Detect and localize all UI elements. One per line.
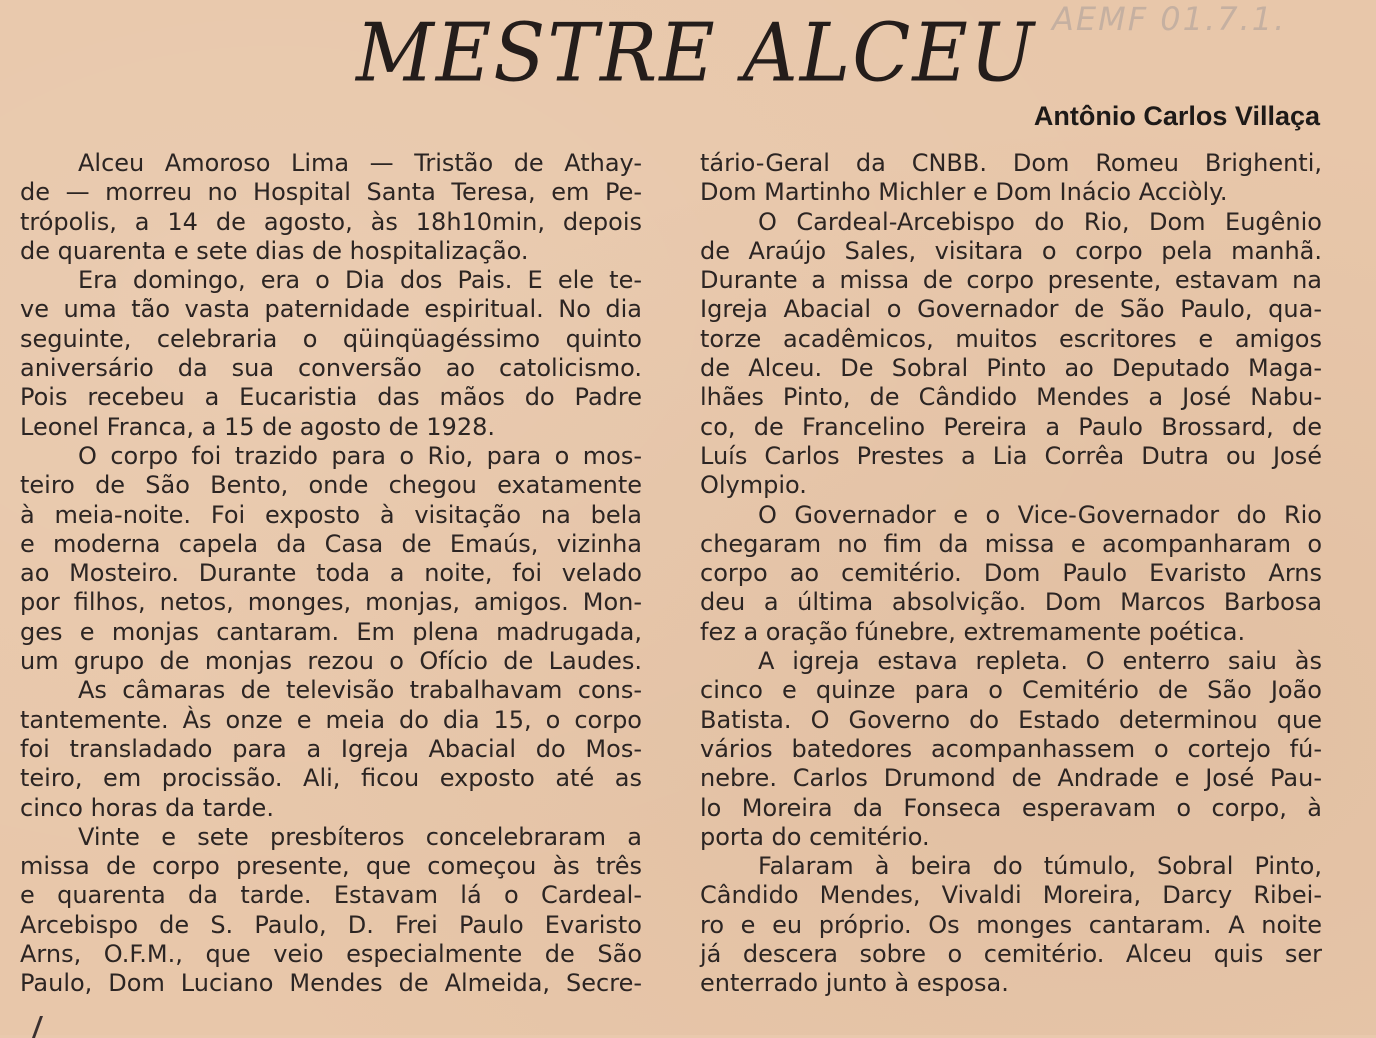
handwritten-archive-note: AEMF 01.7.1. — [1052, 0, 1287, 38]
article-text-line: Arcebispo de S. Paulo, D. Frei Paulo Evaristo — [20, 910, 642, 939]
article-column-right — [700, 149, 1322, 999]
article-text-line: torze acadêmicos, muitos escritores e amigos — [700, 324, 1322, 353]
article-text-line: teiro, em procissão. Ali, ficou exposto até as — [20, 764, 642, 793]
article-text-line: tário-Geral da CNBB. Dom Romeu Brighenti, — [700, 149, 1322, 177]
article-title: MESTRE ALCEU — [356, 5, 1036, 100]
article-text-line: seguinte, celebraria o qüinqüagéssimo quinto — [20, 324, 642, 353]
article-text-line: co, de Francelino Pereira a Paulo Brossard, de — [700, 412, 1322, 441]
article-text-line: Dom Martinho Michler e Dom Inácio Acciòly. — [700, 178, 1228, 207]
article-text-line: Era domingo, era o Dia dos Pais. E ele te- — [78, 266, 642, 295]
article-text-line: nebre. Carlos Drumond de Andrade e José Pau- — [700, 764, 1322, 793]
article-text-line: cinco e quinze para o Cemitério de São João — [700, 676, 1322, 705]
article-text-line: já descera sobre o cemitério. Alceu quis ser — [700, 940, 1322, 969]
article-text-line: fez a oração fúnebre, extremamente poética. — [700, 617, 1246, 646]
article-text-line: lo Moreira da Fonseca esperavam o corpo, à — [700, 793, 1322, 822]
article-text-line: Paulo, Dom Luciano Mendes de Almeida, Secre- — [20, 969, 642, 998]
article-text-line: Cândido Mendes, Vivaldi Moreira, Darcy Ribei- — [700, 881, 1322, 910]
article-column-left — [20, 149, 642, 999]
article-text-line: Pois recebeu a Eucaristia das mãos do Padre — [20, 383, 642, 412]
article-text-line: de Alceu. De Sobral Pinto ao Deputado Maga- — [700, 354, 1322, 383]
article-text-line: à meia-noite. Foi exposto à visitação na bela — [20, 500, 642, 529]
article-text-line: A igreja estava repleta. O enterro saiu às — [758, 647, 1322, 676]
article-text-line: Durante a missa de corpo presente, estavam na — [700, 266, 1322, 295]
article-text-line: ao Mosteiro. Durante toda a noite, foi velado — [20, 559, 642, 588]
article-text-line: O Governador e o Vice-Governador do Rio — [758, 500, 1322, 529]
article-author: Antônio Carlos Villaça — [1033, 101, 1320, 131]
article-text-line: ges e monjas cantaram. Em plena madrugada, — [20, 617, 642, 646]
article-text-line: de quarenta e sete dias de hospitalização. — [20, 236, 529, 265]
article-text-line: Vinte e sete presbíteros concelebraram a — [78, 822, 642, 851]
article-text-line: trópolis, a 14 de agosto, às 18h10min, depois — [20, 207, 642, 236]
article-text-line: e quarenta da tarde. Estavam lá o Cardeal- — [20, 881, 642, 910]
article-text-line: corpo ao cemitério. Dom Paulo Evaristo Arns — [700, 559, 1322, 588]
article-text-line: O corpo foi trazido para o Rio, para o mos- — [78, 441, 642, 470]
article-text-line: aniversário da sua conversão ao catolicismo. — [20, 354, 642, 383]
article-text-line: um grupo de monjas rezou o Ofício de Laudes. — [20, 647, 642, 676]
article-text-line: cinco horas da tarde. — [20, 793, 274, 822]
article-text-line: missa de corpo presente, que começou às três — [20, 852, 642, 881]
article-text-line: Igreja Abacial o Governador de São Paulo, qua- — [700, 295, 1322, 324]
article-text-line: Luís Carlos Prestes a Lia Corrêa Dutra ou José — [700, 441, 1322, 470]
article-text-line: porta do cemitério. — [700, 822, 930, 851]
article-text-line: Falaram à beira do túmulo, Sobral Pinto, — [758, 852, 1322, 881]
article-text-line: chegaram no fim da missa e acompanharam o — [700, 529, 1322, 558]
article-text-line: ve uma tão vasta paternidade espiritual. No dia — [20, 295, 642, 324]
article-text-line: de — morreu no Hospital Santa Teresa, em Pe- — [20, 178, 642, 207]
article-text-line: Leonel Franca, a 15 de agosto de 1928. — [20, 412, 495, 441]
article-text-line: Arns, O.F.M., que veio especialmente de São — [20, 940, 642, 969]
article-text-line: de Araújo Sales, visitara o corpo pela manhã. — [700, 236, 1322, 265]
article-text-line: Alceu Amoroso Lima — Tristão de Athay- — [78, 149, 642, 177]
article-text-line: lhães Pinto, de Cândido Mendes a José Nabu- — [700, 383, 1322, 412]
article-text-line: O Cardeal-Arcebispo do Rio, Dom Eugênio — [758, 207, 1322, 236]
article-text-line: tantemente. Às onze e meia do dia 15, o corpo — [20, 705, 642, 734]
article-text-line: Batista. O Governo do Estado determinou que — [700, 705, 1322, 734]
article-text-line: enterrado junto à esposa. — [700, 969, 1009, 998]
article-text-line: deu a última absolvição. Dom Marcos Barbosa — [700, 588, 1322, 617]
article-text-line: foi transladado para a Igreja Abacial do Mos- — [20, 734, 642, 763]
article-text-line: e moderna capela da Casa de Emaús, vizinha — [20, 529, 642, 558]
article-text-line: vários batedores acompanhassem o cortejo fú- — [700, 734, 1322, 763]
article-text-line: As câmaras de televisão trabalhavam cons- — [78, 676, 642, 705]
article-text-line: por filhos, netos, monges, monjas, amigos. Mon- — [20, 588, 642, 617]
article-text-line: Olympio. — [700, 471, 807, 500]
article-text-line: ro e eu próprio. Os monges cantaram. A noite — [700, 910, 1322, 939]
article-text-line: teiro de São Bento, onde chegou exatamente — [20, 471, 642, 500]
